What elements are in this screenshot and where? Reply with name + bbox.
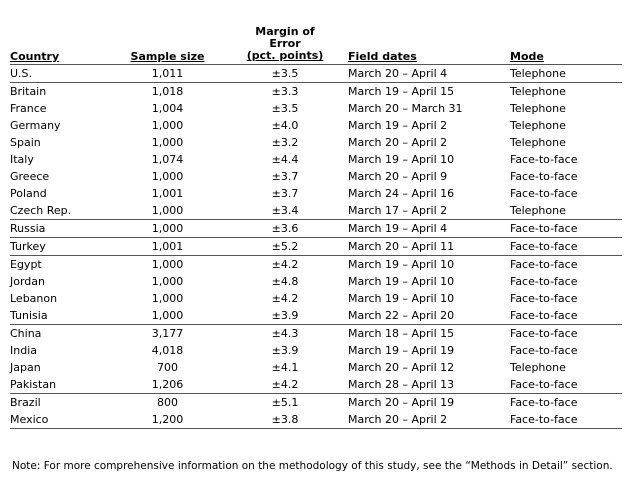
methodology-note: Note: For more comprehensive information on the methodology of this study, see the “Methods in Detail” section.: [12, 460, 613, 472]
table-row: [10, 359, 622, 376]
cell-mode: Face-to-face: [510, 376, 622, 394]
cell-margin-of-error: ±3.8: [225, 411, 345, 429]
header-margin-line1: Margin of: [255, 25, 315, 38]
cell-sample-size: 1,074: [151, 153, 184, 166]
cell-margin-of-error: ±3.6: [225, 220, 345, 238]
cell-sample-size: 1,000: [110, 202, 225, 220]
cell-field-dates: March 28 – April 13: [345, 376, 510, 394]
table-row: [10, 83, 622, 101]
table-row: [10, 134, 622, 151]
cell-country: Japan: [10, 361, 41, 374]
cell-margin-of-error: ±4.0: [271, 119, 299, 132]
cell-country: Russia: [10, 220, 110, 238]
table-row: [10, 238, 622, 256]
header-country: [10, 0, 110, 65]
cell-sample-size: 1,004: [151, 102, 184, 115]
table-row: [10, 220, 622, 238]
header-margin-of-error: [225, 0, 345, 65]
survey-methods-table: [10, 0, 622, 429]
cell-margin-of-error: ±3.3: [271, 85, 299, 98]
header-margin-line3: (pct. points): [246, 49, 324, 62]
cell-field-dates: March 19 – April 10: [348, 153, 455, 166]
cell-field-dates: March 20 – April 9: [348, 170, 448, 183]
cell-mode: Face-to-face: [510, 344, 578, 357]
cell-country: Poland: [10, 187, 47, 200]
cell-country: Germany: [10, 119, 61, 132]
cell-mode: Telephone: [510, 119, 566, 132]
cell-mode: Telephone: [510, 65, 622, 83]
cell-mode: Face-to-face: [510, 396, 578, 409]
cell-sample-size: 1,000: [110, 220, 225, 238]
cell-field-dates: March 20 – April 4: [345, 65, 510, 83]
cell-mode: Face-to-face: [510, 153, 578, 166]
cell-country: Greece: [10, 170, 50, 183]
cell-mode: Face-to-face: [510, 220, 622, 238]
cell-country: Jordan: [10, 275, 45, 288]
cell-margin-of-error: ±4.1: [271, 361, 299, 374]
cell-country: Italy: [10, 153, 34, 166]
table-row: [10, 376, 622, 394]
table-row: [10, 342, 622, 359]
cell-country: Tunisia: [10, 307, 110, 325]
header-row: [10, 0, 622, 65]
cell-country: Turkey: [10, 238, 110, 256]
cell-mode: Face-to-face: [510, 411, 622, 429]
cell-mode: Face-to-face: [510, 258, 578, 271]
cell-field-dates: March 19 – April 10: [348, 258, 455, 271]
cell-field-dates: March 19 – April 10: [348, 292, 455, 305]
cell-field-dates: March 19 – April 4: [345, 220, 510, 238]
table-row: [10, 411, 622, 429]
table-row: [10, 151, 622, 168]
cell-mode: Telephone: [510, 361, 566, 374]
header-country-label: Country: [10, 50, 60, 63]
cell-country: Lebanon: [10, 292, 58, 305]
table-body: [10, 65, 622, 429]
header-mode-label: Mode: [510, 50, 544, 63]
cell-mode: Face-to-face: [510, 307, 622, 325]
cell-sample-size: 1,018: [151, 85, 184, 98]
cell-field-dates: March 17 – April 2: [345, 202, 510, 220]
cell-sample-size: 1,001: [151, 187, 184, 200]
cell-mode: Face-to-face: [510, 238, 622, 256]
cell-margin-of-error: ±5.1: [271, 396, 299, 409]
table-row: [10, 100, 622, 117]
cell-mode: Telephone: [510, 85, 566, 98]
cell-mode: Face-to-face: [510, 327, 578, 340]
cell-sample-size: 1,206: [110, 376, 225, 394]
cell-country: France: [10, 102, 47, 115]
table-row: [10, 65, 622, 83]
cell-margin-of-error: ±3.9: [271, 344, 299, 357]
cell-mode: Telephone: [510, 102, 566, 115]
cell-margin-of-error: ±3.7: [271, 170, 299, 183]
cell-margin-of-error: ±4.8: [271, 275, 299, 288]
cell-field-dates: March 22 – April 20: [345, 307, 510, 325]
cell-sample-size: 4,018: [151, 344, 184, 357]
cell-margin-of-error: ±4.2: [271, 292, 299, 305]
cell-field-dates: March 19 – April 15: [348, 85, 455, 98]
cell-sample-size: 1,000: [110, 307, 225, 325]
cell-field-dates: March 20 – April 2: [345, 411, 510, 429]
cell-country: U.S.: [10, 65, 110, 83]
table-row: [10, 185, 622, 202]
cell-sample-size: 1,000: [151, 136, 184, 149]
survey-methods-table-container: [10, 0, 626, 429]
cell-margin-of-error: ±3.2: [271, 136, 299, 149]
cell-margin-of-error: ±3.5: [271, 102, 299, 115]
cell-country: Mexico: [10, 411, 110, 429]
cell-margin-of-error: ±5.2: [225, 238, 345, 256]
cell-mode: Telephone: [510, 136, 566, 149]
cell-field-dates: March 19 – April 19: [348, 344, 455, 357]
cell-margin-of-error: ±3.4: [225, 202, 345, 220]
cell-country: Brazil: [10, 396, 41, 409]
cell-mode: Face-to-face: [510, 170, 578, 183]
cell-margin-of-error: ±4.2: [225, 376, 345, 394]
cell-field-dates: March 20 – April 11: [345, 238, 510, 256]
cell-margin-of-error: ±3.7: [271, 187, 299, 200]
table-row: [10, 307, 622, 325]
cell-margin-of-error: ±4.2: [271, 258, 299, 271]
table-row: [10, 168, 622, 185]
cell-sample-size: 1,000: [151, 275, 184, 288]
cell-field-dates: March 19 – April 10: [348, 275, 455, 288]
header-margin-line2: Error: [269, 37, 301, 50]
table-row: [10, 273, 622, 290]
cell-mode: Telephone: [510, 202, 622, 220]
table-row: [10, 202, 622, 220]
cell-sample-size: 1,000: [151, 292, 184, 305]
table-row: [10, 117, 622, 134]
cell-country: Pakistan: [10, 376, 110, 394]
cell-field-dates: March 20 – April 19: [348, 396, 455, 409]
cell-margin-of-error: ±4.3: [271, 327, 299, 340]
header-field-dates-label: Field dates: [348, 50, 417, 63]
cell-country: Britain: [10, 85, 47, 98]
cell-field-dates: March 20 – March 31: [348, 102, 463, 115]
cell-sample-size: 800: [157, 396, 178, 409]
cell-sample-size: 700: [157, 361, 178, 374]
header-sample-size: [110, 0, 225, 65]
header-field-dates: [345, 0, 510, 65]
table-row: [10, 256, 622, 274]
cell-margin-of-error: ±4.4: [271, 153, 299, 166]
cell-margin-of-error: ±3.5: [225, 65, 345, 83]
cell-field-dates: March 20 – April 12: [348, 361, 455, 374]
cell-country: China: [10, 327, 42, 340]
cell-margin-of-error: ±3.9: [225, 307, 345, 325]
cell-sample-size: 1,001: [110, 238, 225, 256]
cell-mode: Face-to-face: [510, 292, 578, 305]
cell-country: Czech Rep.: [10, 202, 110, 220]
header-mode: [510, 0, 622, 65]
cell-sample-size: 1,011: [110, 65, 225, 83]
cell-sample-size: 1,000: [151, 258, 184, 271]
cell-field-dates: March 20 – April 2: [348, 136, 448, 149]
cell-field-dates: March 24 – April 16: [348, 187, 455, 200]
cell-sample-size: 3,177: [151, 327, 184, 340]
cell-mode: Face-to-face: [510, 187, 578, 200]
cell-sample-size: 1,000: [151, 170, 184, 183]
cell-country: India: [10, 344, 37, 357]
table-row: [10, 394, 622, 412]
header-sample-size-label: Sample size: [130, 50, 205, 63]
cell-sample-size: 1,200: [110, 411, 225, 429]
cell-mode: Face-to-face: [510, 275, 578, 288]
cell-country: Spain: [10, 136, 41, 149]
cell-field-dates: March 18 – April 15: [348, 327, 455, 340]
table-row: [10, 325, 622, 343]
cell-sample-size: 1,000: [151, 119, 184, 132]
table-row: [10, 290, 622, 307]
cell-country: Egypt: [10, 258, 42, 271]
cell-field-dates: March 19 – April 2: [348, 119, 448, 132]
